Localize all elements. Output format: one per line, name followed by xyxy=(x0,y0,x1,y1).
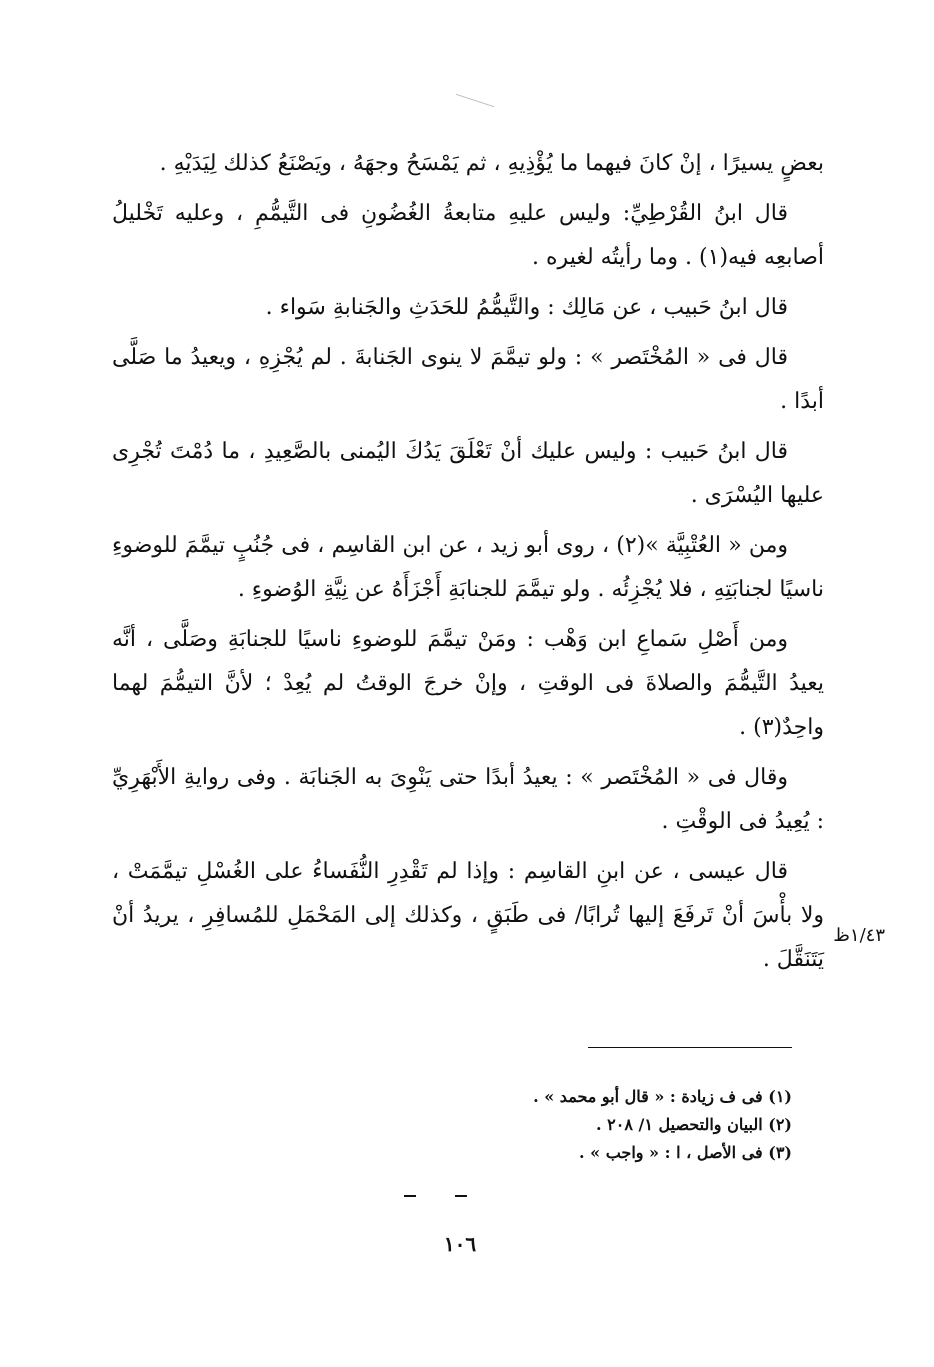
paragraph-2: قال ابنُ القُرْطِيِّ: وليس عليهِ متابعةُ الغُضُونِ فى التَّيمُّمِ ، وعليه تَخْليلُ أصابعِه فيه(١) . وما رأيتُه لغيره . xyxy=(112,201,824,270)
paragraph-1: بعضٍ يسيرًا ، إنْ كانَ فيهما ما يُؤْذِيهِ ، ثم يَمْسَحُ وجهَهُ ، ويَصْنَعُ كذلك لِيَدَيْهِ . xyxy=(159,151,824,176)
main-text xyxy=(112,142,824,988)
paragraph-3: قال ابنُ حَبيب ، عن مَالِك : والتَّيمُّمُ للحَدَثِ والجَنابةِ سَواء . xyxy=(265,295,788,320)
paragraph-5: قال ابنُ حَبيب : وليس عليك أنْ تَعْلَقَ يَدُكَ اليُمنى بالصَّعِيدِ ، ما دُمْتَ تُجْرِى عليها اليُسْرَى . xyxy=(112,439,824,508)
paragraph-7: ومن أَصْلِ سَماعِ ابن وَهْب : ومَنْ تيمَّمَ للوضوءِ ناسيًا للجنابَةِ وصَلَّى ، أنَّه يعيدُ التَّيمُّمَ والصلاةَ فى الوقتِ ، وإنْ خرجَ الوقتُ لم يُعِدْ ؛ لأنَّ التيمُّمَ لهما واحِدٌ(٣) . xyxy=(112,627,824,740)
paragraph-4: قال فى « المُخْتَصر » : ولو تيمَّمَ لا ينوى الجَنابةَ . لم يُجْزِهِ ، ويعيدُ ما صَلَّى أبدًا . xyxy=(112,345,824,414)
decorative-dash xyxy=(404,1195,416,1197)
paragraph-8: وقال فى « المُخْتَصر » : يعيدُ أبدًا حتى يَنْوِىَ به الجَنابَة . وفى روايةِ الأَبْهَرِيِّ : يُعِيدُ فى الوقْتِ . xyxy=(112,765,824,834)
page-number: ١٠٦ xyxy=(443,1232,477,1256)
footnote-divider xyxy=(588,1047,792,1048)
footnote-3: (٣) فى الأصل ، ا : « واجب » . xyxy=(579,1143,792,1162)
footnote-2: (٢) البيان والتحصيل ١/ ٢٠٨ . xyxy=(595,1115,792,1134)
decorative-dash xyxy=(455,1195,467,1197)
manuscript-folio-reference: ١/٤٣ظ xyxy=(833,925,885,946)
footnote-1: (١) فى ف زيادة : « قال أبو محمد » . xyxy=(533,1087,792,1106)
scan-mark xyxy=(456,94,494,107)
footnotes xyxy=(400,1083,792,1167)
paragraph-9: قال عيسى ، عن ابنِ القاسِم : وإذا لم تَقْدِرِ النُّفَساءُ على الغُسْلِ تيمَّمَتْ ، ولا بأْسَ أنْ تَرفَعَ إليها تُرابًا/ فى طَبَقٍ ، وكذلك إلى المَحْمَلِ للمُسافِرِ ، يريدُ أنْ يَتَنَقَّلَ . xyxy=(112,859,824,972)
paragraph-6: ومن « العُتْبِيَّة »(٢) ، روى أبو زيد ، عن ابن القاسِم ، فى جُنُبٍ تيمَّمَ للوضوءِ ناسيًا لجنابَتِهِ ، فلا يُجْزِئُه . ولو تيمَّمَ للجنابَةِ أَجْزَأَهُ عن نِيَّةِ الوُضوءِ . xyxy=(112,533,824,602)
